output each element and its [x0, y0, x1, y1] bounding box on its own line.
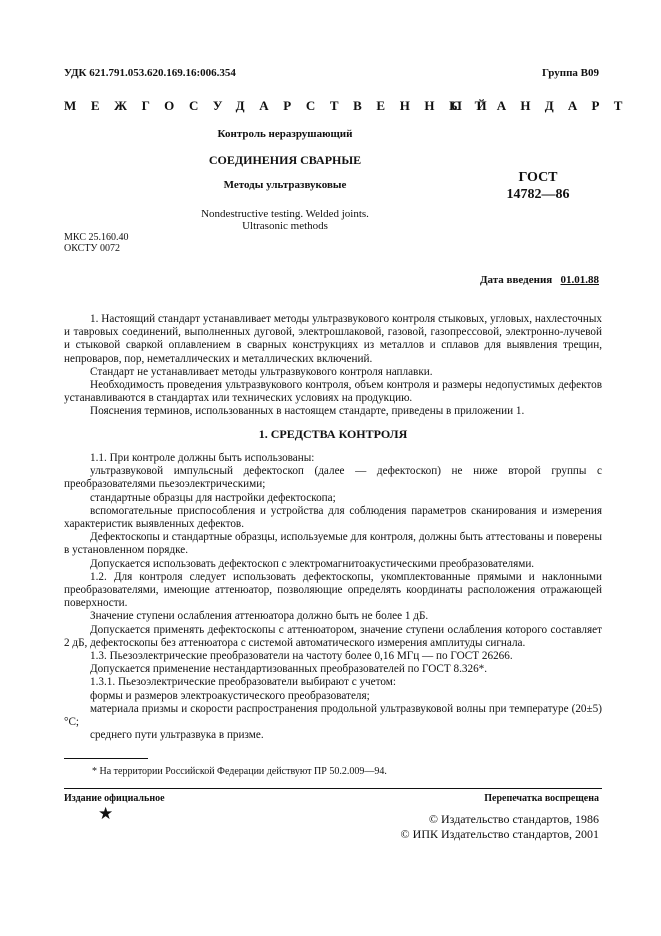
- category: Контроль неразрушающий: [217, 128, 353, 140]
- gost-code: 14782—86: [506, 187, 570, 202]
- intro-section: [64, 313, 602, 419]
- english-title-line2: Ultrasonic methods: [242, 220, 328, 232]
- paragraph: Пояснения терминов, использованных в настоящем стандарте, приведены в приложении 1.: [90, 405, 525, 418]
- official-edition: Издание официальное: [64, 793, 165, 804]
- paragraph: Допускается применение нестандартизованных преобразователей по ГОСТ 8.326*.: [90, 663, 488, 676]
- paragraph: формы и размеров электроакустического преобразователя;: [90, 689, 370, 702]
- copyright-1986: © Издательство стандартов, 1986: [428, 812, 599, 826]
- okstu-code: ОКСТУ 0072: [64, 243, 121, 254]
- footnote-divider: [64, 758, 148, 759]
- gost-number: [488, 169, 588, 203]
- paragraph: Стандарт не устанавливает методы ультразвукового контроля наплавки.: [90, 365, 433, 378]
- paragraph: Необходимость проведения ультразвукового контроля, объем контроля и размеры недопустимых дефектов устанавливаются в стандартах или технических условиях на продукцию.: [64, 379, 602, 405]
- paragraph: ультразвуковой импульсный дефектоскоп (далее — дефектоскоп) не ниже второй группы с преобразователями пьезоэлектрическими;: [64, 465, 602, 491]
- standard-type-right: СТАНДАРТ: [451, 98, 637, 113]
- paragraph: Дефектоскопы и стандартные образцы, используемые для контроля, должны быть аттестованы и поверены в установленном порядке.: [64, 531, 602, 557]
- mks-code: МКС 25.160.40: [64, 232, 129, 243]
- group-code: Группа В09: [541, 67, 599, 79]
- paragraph: вспомогательные приспособления и устройства для соблюдения параметров сканирования и измерения характеристик выявленных дефектов.: [64, 504, 602, 531]
- paragraph: Допускается использовать дефектоскоп с электромагнитоакустическими преобразователями.: [90, 557, 535, 570]
- gost-label: ГОСТ: [518, 170, 558, 185]
- paragraph: материала призмы и скорости распространения продольной ультразвуковой волны при температуре (20±5) °С;: [64, 702, 602, 729]
- footer-divider: [64, 788, 602, 789]
- paragraph: Допускается применять дефектоскопы с аттенюатором, значение ступени ослабления которого составляет 2 дБ, дефектоскопы без аттенюатора с системой автоматического измерения амплитуды сигнала.: [64, 623, 602, 649]
- star-icon: ★: [98, 804, 114, 823]
- standard-type-left: МЕЖГОСУДАРСТВЕННЫЙ: [64, 98, 502, 113]
- effective-date-value: 01.01.88: [560, 274, 599, 286]
- footnote: * На территории Российской Федерации действуют ПР 50.2.009—94.: [92, 766, 387, 777]
- paragraph: 1.2. Для контроля следует использовать дефектоскопы, укомплектованные прямыми и наклонными преобразователями, имеющие аттенюатор, позволяющие определять координаты расположения отражающей поверхности.: [64, 570, 602, 610]
- document-subtitle: Методы ультразвуковые: [223, 179, 347, 191]
- effective-date-label: Дата введения: [479, 274, 553, 286]
- section-heading: 1. СРЕДСТВА КОНТРОЛЯ: [258, 427, 408, 441]
- paragraph: 1. Настоящий стандарт устанавливает методы ультразвукового контроля стыковых, угловых, нахлесточных и тавровых соединений, выполненных дуговой, электрошлаковой, газовой, газопрессовой, электронно-лучевой и стыковой сваркой оплавлением в сварных конструкциях из металлов и сплавов для выявления трещин, непроваров, пор, неметаллических и металлических включений.: [64, 313, 602, 365]
- paragraph: 1.3. Пьезоэлектрические преобразователи на частоту более 0,16 МГц — по ГОСТ 26266.: [90, 650, 513, 663]
- copyright-2001: © ИПК Издательство стандартов, 2001: [400, 827, 599, 841]
- paragraph: среднего пути ультразвука в призме.: [90, 729, 264, 742]
- paragraph: Значение ступени ослабления аттенюатора должно быть не более 1 дБ.: [90, 610, 429, 623]
- effective-date: [480, 274, 599, 286]
- udc-code: УДК 621.791.053.620.169.16:006.354: [64, 67, 236, 79]
- paragraph: 1.1. При контроле должны быть использованы:: [90, 452, 315, 464]
- section1-body: [64, 452, 602, 742]
- english-title-line1: Nondestructive testing. Welded joints.: [201, 208, 369, 220]
- document-title: СОЕДИНЕНИЯ СВАРНЫЕ: [208, 153, 362, 167]
- paragraph: 1.3.1. Пьезоэлектрические преобразователи выбирают с учетом:: [90, 676, 396, 689]
- paragraph: стандартные образцы для настройки дефектоскопа;: [90, 491, 336, 504]
- reprint-prohibited: Перепечатка воспрещена: [484, 793, 599, 804]
